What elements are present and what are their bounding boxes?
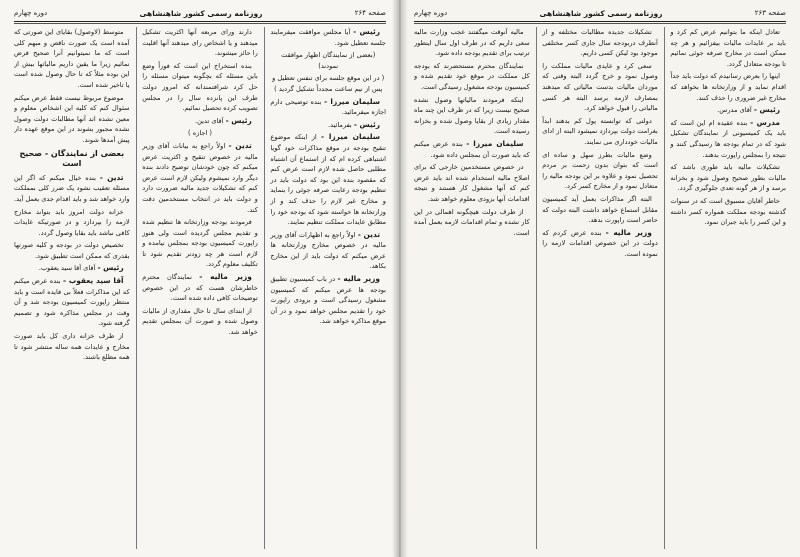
- newspaper-title: روزنامه رسمی کشور شاهنشاهی: [539, 8, 663, 18]
- paragraph-text: مالیه آنوقت میگفتند عجب وزارت مالیه سعی داریم که در طرف اول سال اینطور ترتیب برای تقدیم بودجه داده شود.: [413, 28, 530, 58]
- left-page-columns: [14, 27, 386, 549]
- text-column: [142, 27, 258, 549]
- paragraph: [414, 139, 530, 160]
- paragraph-text: از طرف خزانه داری کل باید صورت مخارج و عایدات همه ساله منتشر شود تا همه مطلع باشند.: [13, 332, 130, 362]
- paragraph-text: تشکیلات مالیه باید طوری باشد که مالیات بطور صحیح وصول شود و بخزانه برسد و از هر گونه تعدی جلوگیری گردد.: [670, 163, 786, 193]
- paragraph-text: سعی کرد و عایدی مالیات مملکت را وصول نمود و خرج گردد البته وقتی که موردان مالیات بدست مالیاتی که میدهند بمصارف لازمه برسد البته هر کسی مالیاتی را قبول خواهد کرد.: [542, 61, 658, 113]
- paragraph-text: آقای مدرس.: [717, 106, 752, 115]
- column-separator: [136, 27, 137, 549]
- speaker-name: وزیر مالیه -: [605, 227, 652, 237]
- paragraph: [270, 274, 386, 327]
- text-column: [14, 27, 130, 549]
- paragraph: [670, 162, 786, 194]
- paragraph: [142, 217, 258, 270]
- paragraph-text: از طرف دولت هیچگونه اهمالی در این کار نشده و تمام اقدامات لازمه بعمل آمده است.: [413, 207, 530, 237]
- paragraph: ( اجازه ): [188, 129, 212, 138]
- paragraph: [270, 97, 386, 118]
- paragraph: (بعضی از نمایندگان اظهار موافقت نمودند): [281, 51, 376, 70]
- paragraph: [270, 132, 386, 227]
- paragraph: [270, 120, 386, 131]
- paragraph: [414, 162, 530, 204]
- paragraph: [14, 207, 130, 239]
- paragraph-text: خزانه دولت امروز باید بتواند مخارج لازمه را بپردازد و در صورتیکه عایدات کافی نباشد باید بقایا وصول گردد.: [13, 207, 130, 237]
- paragraph: [142, 116, 258, 127]
- paragraph-text: بنده استخراج این است که فوراً وضع باین مسئله که بچگونه میتوان مسئله را حل کرد شرافتمندانه که امروز دولت طرف این پانزده سال را در مجلس تصویب کرده تحصیل نمائیم.: [142, 61, 258, 113]
- column-separator: [664, 27, 665, 549]
- paragraph: [14, 331, 130, 363]
- paragraph-text: البته اگر مذاکرات بعمل آید کمیسیون مقابل استماع خواهد داشت البته دولت که حاضر است راپورت بدهد.: [542, 194, 658, 225]
- paragraph: [142, 61, 258, 114]
- text-column: [414, 27, 530, 549]
- column-separator: [264, 27, 265, 549]
- paragraph: [542, 150, 658, 192]
- paragraph: [14, 276, 130, 329]
- left-page-header: [14, 6, 386, 20]
- paragraph: [542, 27, 658, 59]
- paragraph-text: از ابتدای سال تا حال مقداری از مالیات وصول شده و صورت آن بمجلس تقدیم خواهد شد.: [142, 306, 258, 337]
- speaker-name: رئیس -: [353, 119, 380, 129]
- paragraph: [142, 272, 258, 304]
- paragraph: [14, 173, 130, 205]
- paragraph-text: دارند ورای مربعه آنها اکثریت تشکیل میدهند و یا اشخاص رای میدهند آنها اقلیت را حائز میشوند.: [142, 28, 258, 58]
- paragraph: [14, 263, 130, 274]
- paragraph: [670, 118, 786, 160]
- volume-label: دوره چهارم: [14, 9, 48, 17]
- paragraph-text: تخصیص دولت در بودجه و کلیه صورتها بقدری که ممکن است تطبیق شود.: [13, 241, 130, 260]
- paragraph: [414, 95, 530, 137]
- paragraph-text: متوسط (لاوصول) بقایای این صورتی که آمده است یک صورت ناقص و مبهم کلی است که ما نمیتوانیم آنرا صحیح فرض نمائیم زیرا ما یقین داریم مالیاتها بیش از این بوده مثلاً که تا حال وصول شده است یا تاخیر شده است.: [13, 28, 130, 89]
- speaker-name: سلیمان میرزا -: [324, 96, 380, 106]
- header-rule: [414, 21, 786, 24]
- speaker-name: تدین -: [99, 172, 124, 182]
- header-rule: [14, 21, 386, 24]
- paragraph-text: بفرمائید.: [328, 120, 352, 129]
- book-binding-gutter: [392, 0, 408, 557]
- speaker-name: وزیر مالیه -: [199, 272, 252, 282]
- paragraph-text: بنده توضیحی دارم اجازه میفرمائید.: [270, 97, 386, 117]
- page-number: صفحه ۲۶۴: [354, 9, 386, 17]
- right-page: [400, 0, 800, 557]
- paragraph: [14, 27, 130, 91]
- paragraph-text: تعادل اینکه ما بتوانیم عرض کم کرد و باید بر عایدات مالیات بیفزائیم و هر چه ممکن است در مخارج صرفه جوئی نمائیم تا بودجه متعادل گردد.: [670, 28, 786, 68]
- speaker-name: سلیمان میرزا -: [321, 132, 380, 142]
- paragraph: [142, 306, 258, 338]
- paragraph-text: بنده عرض میکنم که باید صورت آن بمجلس داده شود.: [413, 139, 530, 159]
- paragraph-text: آقای آقا سید یعقوب.: [38, 264, 96, 273]
- paragraph: [142, 27, 258, 59]
- text-column: [270, 27, 386, 549]
- paragraph-text: آیا مجلس موافقت میفرمایند جلسه تعطیل شود.: [270, 28, 386, 47]
- newspaper-title: روزنامه رسمی کشور شاهنشاهی: [139, 8, 263, 18]
- paragraph: [270, 27, 386, 48]
- page-number: صفحه ۲۶۳: [754, 9, 786, 17]
- right-page-columns: [414, 27, 786, 549]
- paragraph-text: بنده عرض کردم که دولت در این خصوص اقدامات لازمه را نموده است.: [542, 228, 658, 258]
- paragraph-text: نمایندگان محترم خاطرشان هست که در این خصوص توضیحات کافی داده شده است.: [142, 273, 258, 303]
- speaker-name: رئیس -: [97, 263, 124, 273]
- paragraph-text: آقای تدین.: [195, 116, 224, 125]
- paragraph-text: در باب کمیسیون تطبیق بودجه ها عرض میکنم که کمیسیون مشغول رسیدگی است و بزودی راپورت خود را تقدیم مجلس خواهد نمود و در آن موقع مذاکره خواهد شد.: [270, 275, 386, 326]
- speaker-name: رئیس -: [225, 115, 252, 125]
- paragraph: [414, 207, 530, 239]
- text-column: [670, 27, 786, 549]
- paragraph: [670, 71, 786, 103]
- paragraph: [542, 61, 658, 114]
- paragraph: ( در این موقع جلسه برای تنفس تعطیل و پس از نیم ساعت مجدداً تشکیل گردید ): [272, 74, 385, 93]
- speaker-name: سلیمان میرزا -: [466, 138, 524, 148]
- speaker-name: وزیر مالیه -: [337, 274, 380, 284]
- paragraph-text: از اینکه موضوع تنقیح بودجه در موقع مذاکرات خود گویا اشتباهی کرده ام که از استماع آن اشتباه مطلبی حاصل شده لازم است عرض کنم که مقصود بنده این بود که دولت باید در تنظیم بودجه رعایت صرفه جوئی را بنماید و مخارج غیر لازم را حذف کند و از وزارتخانه ها خواسته شود که بودجه خود را مطابق عایدات مملکت تنظیم نمایند.: [270, 133, 386, 227]
- text-column: [542, 27, 658, 549]
- paragraph: [14, 240, 130, 261]
- paragraph-text: بنده خیال میکنم که اگر این مسئله تعقیب نشود یک ضرر کلی بمملکت وارد خواهد شد و باید اقدام جدی بعمل آید.: [13, 173, 130, 203]
- paragraph: [270, 230, 386, 272]
- paragraph-text: وضع مالیات بطرز سهل و ساده ای است که بتوان بدون زحمت بر مردم تحصیل نمود و علاوه بر این بودجه مالیه را متعادل نمود و از مخارج کسر کرد.: [542, 150, 658, 191]
- speaker-name: آقا سید یعقوب -: [62, 276, 124, 286]
- paragraph: [542, 228, 658, 260]
- paragraph-text: نمایندگان محترم مستحضرند که بودجه کل مملکت در موقع خود تقدیم شده و کمیسیون بودجه مشغول رسیدگی است.: [413, 61, 530, 91]
- paragraph-text: اولاً راجع به اظهارات آقای وزیر مالیه در خصوص مخارج وزارتخانه ها عرض میکنم که دولت باید از این مخارج بکاهد.: [270, 230, 386, 271]
- paragraph: [670, 105, 786, 116]
- right-page-header: [414, 6, 786, 20]
- paragraph-text: اولاً راجع به بیانات آقای وزیر مالیه در خصوص تنقیح و اکثریت عرض میکنم که چون خودشان توضیح دادند بنده دیگر وارد نمیشوم ولیکن لازم است عرض کنم که تشکیلات جدید مالیه ضرورت دارد و دولت باید در انتخاب مستخدمین دقت کند.: [142, 141, 258, 214]
- paragraph-text: بنده عرض میکنم که این مذاکرات فعلاً بی فایده است و باید منتظر راپورت کمیسیون بودجه شد و آن وقت در مجلس مذاکره شود و تصمیم گرفته شود.: [13, 277, 130, 328]
- paragraph-text: تشکیلات جدیده مطالبات مختلفه و از آنطرف دربودجه سال جاری کسر مختلفی موجود بود لیکن کسی داریم.: [542, 28, 658, 58]
- paragraph: [542, 116, 658, 148]
- paragraph: [542, 194, 658, 226]
- speaker-name: رئیس -: [753, 105, 780, 115]
- speaker-name: تدین -: [357, 229, 380, 239]
- paragraph-text: موضوع مربوط نیست فقط عرض میکنم سئوال کنم که کلیه این اشخاص معلوم و معین نشده اند آنها مطالبات دولت وصول نشده مجبور بشوند در این موقع عهده دار پیش آمدها شوند.: [13, 93, 130, 144]
- speaker-name: تدین -: [228, 140, 252, 150]
- paragraph: [14, 93, 130, 146]
- paragraph-text: بنده عقیده ام این است که باید یک کمیسیونی از نمایندگان تشکیل شود که در تمام بودجه ها رسیدگی کنند و نتیجه را بمجلس راپورت بدهند.: [670, 118, 786, 159]
- paragraph: [414, 61, 530, 93]
- paragraph-text: در خصوص مستخدمین خارجی که برای اصلاح مالیه استخدام شده اند باید عرض کنم که آنها مشغول کار هستند و نتیجه اقدامات آنها بزودی معلوم خواهد شد.: [413, 163, 530, 203]
- column-separator: [536, 27, 537, 549]
- paragraph-text: دولتی که توانسته پول کم بدهند ابداً بغرامت دولت بپردازد نمیشود البته از ادای مالیات خودداری می نمایند.: [542, 116, 658, 146]
- paragraph-text: فرمودند بودجه وزارتخانه ها تنظیم شده و تقدیم مجلس گردیده است ولی هنوز راپورت کمیسیون بودجه بمجلس نیامده و لازم است هر چه زودتر تقدیم شود تا تکلیف معلوم گردد.: [142, 218, 258, 269]
- speaker-name: مدرس -: [750, 117, 780, 127]
- paragraph-text: اینکه فرمودند مالیاتها وصول نشده صحیح نیست زیرا که در ظرف این چند ماه مقدار زیادی از بقایا وصول شده و بخزانه رسیده است.: [413, 95, 530, 136]
- paragraph: [142, 141, 258, 215]
- paragraph-text: خاطر آقایان مسبوق است که در سنوات گذشته بودجه مملکت همواره کسر داشته و این کسر را باید جبران نمود.: [670, 196, 786, 227]
- volume-label: دوره چهارم: [414, 9, 448, 17]
- paragraph: بعضی از نمایندگان - صحیح است: [19, 148, 125, 169]
- paragraph: [670, 27, 786, 69]
- paragraph: [414, 27, 530, 59]
- speaker-name: رئیس -: [353, 27, 380, 36]
- paragraph: [670, 196, 786, 228]
- paragraph-text: اینها را بعرض رسانیدم که دولت باید جداً اقدام نماید و از وزارتخانه ها بخواهد که مخارج غیر ضروری را حذف کنند.: [670, 72, 786, 102]
